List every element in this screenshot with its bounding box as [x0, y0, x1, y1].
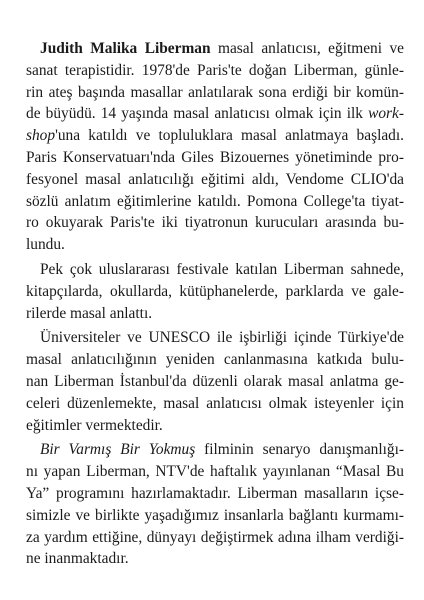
- text-segment: sözlü anlatım eğitimlerine katıldı. Pomona College'ta tiyat-: [26, 192, 404, 210]
- text-segment: ne inanmaktadır.: [26, 550, 129, 568]
- text-line: [26, 82, 404, 104]
- text-segment: lundu.: [26, 236, 65, 254]
- biography-paragraph: [26, 439, 404, 570]
- text-segment: nı yapan Liberman, NTV'de haftalık yayınlanan “Masal Bu: [26, 463, 404, 481]
- text-segment: 'una katıldı ve topluluklara masal anlatmaya başladı.: [55, 127, 404, 145]
- text-line: [26, 281, 404, 303]
- text-segment: nan Liberman İstanbul'da düzenli olarak masal anlatma ge-: [26, 372, 404, 390]
- text-line: [26, 548, 404, 570]
- text-segment: sanat terapistidir. 1978'de Paris'te doğan Liberman, günle-: [26, 61, 404, 79]
- text-line: [26, 259, 404, 281]
- text-line: [26, 327, 404, 349]
- biography-paragraph: [26, 327, 404, 436]
- italic-text: shop: [26, 127, 56, 145]
- text-segment: rilerde masal anlattı.: [26, 304, 153, 322]
- text-segment: masal anlatıcısı, eğitmeni ve: [210, 40, 404, 57]
- text-segment: Ya” programını hazırlamaktadır. Liberman masalların içse-: [26, 484, 404, 502]
- text-line: [26, 103, 404, 125]
- author-name: Judith Malika Liberman: [40, 40, 211, 57]
- text-line: [26, 439, 404, 461]
- text-line: [26, 505, 404, 527]
- biography-paragraph: [26, 38, 404, 256]
- text-line: [26, 212, 404, 234]
- text-segment: simizle ve birlikte yaşadığımız insanlarla bağlantı kurmamı-: [26, 506, 404, 524]
- italic-text: Bir Varmış Bir Yokmuş: [40, 441, 196, 459]
- text-line: [26, 147, 404, 169]
- text-line: [26, 393, 404, 415]
- text-line: [26, 349, 404, 371]
- text-segment: kitapçılarda, okullarda, kütüphanelerde, parklarda ve gale-: [26, 282, 404, 300]
- text-line: [26, 371, 404, 393]
- text-segment: za yardım ettiğine, dünyayı değiştirmek adına ilham verdiği-: [26, 528, 404, 546]
- text-segment: ro okuyarak Paris'te iki tiyatronun kurucuları arasında bu-: [26, 214, 404, 232]
- text-segment: Üniversiteler ve UNESCO ile işbirliği içinde Türkiye'de: [40, 329, 404, 347]
- author-biography: [26, 38, 404, 570]
- text-segment: de büyüdü. 14 yaşında masal anlatıcısı olmak için ilk: [26, 105, 369, 123]
- text-line: [26, 169, 404, 191]
- text-line: [26, 38, 404, 60]
- biography-paragraph: [26, 259, 404, 324]
- text-line: [26, 527, 404, 549]
- text-segment: Paris Konservatuarı'nda Giles Bizouernes yönetiminde pro-: [26, 148, 404, 166]
- text-segment: fesyonel masal anlatıcılığı eğitimi aldı, Vendome CLIO'da: [26, 170, 404, 188]
- text-segment: filminin senaryo danışmanlığı-: [195, 441, 404, 459]
- text-segment: rin ateş başında masallar anlatılarak sona erdiği bir komün-: [26, 83, 404, 101]
- text-line: [26, 125, 404, 147]
- text-segment: masal anlatıcılığının yeniden canlanmasına katkıda bulu-: [26, 351, 404, 369]
- text-line: [26, 415, 404, 437]
- text-line: [26, 191, 404, 213]
- text-line: [26, 60, 404, 82]
- text-segment: eğitimler vermektedir.: [26, 416, 163, 434]
- italic-text: work-: [368, 105, 404, 123]
- text-line: [26, 483, 404, 505]
- text-line: [26, 234, 404, 256]
- text-segment: Pek çok uluslararası festivale katılan Liberman sahnede,: [40, 260, 404, 278]
- text-line: [26, 461, 404, 483]
- text-line: [26, 303, 404, 325]
- text-segment: celeri düzenlemekte, masal anlatıcısı olmak isteyenler için: [26, 394, 404, 412]
